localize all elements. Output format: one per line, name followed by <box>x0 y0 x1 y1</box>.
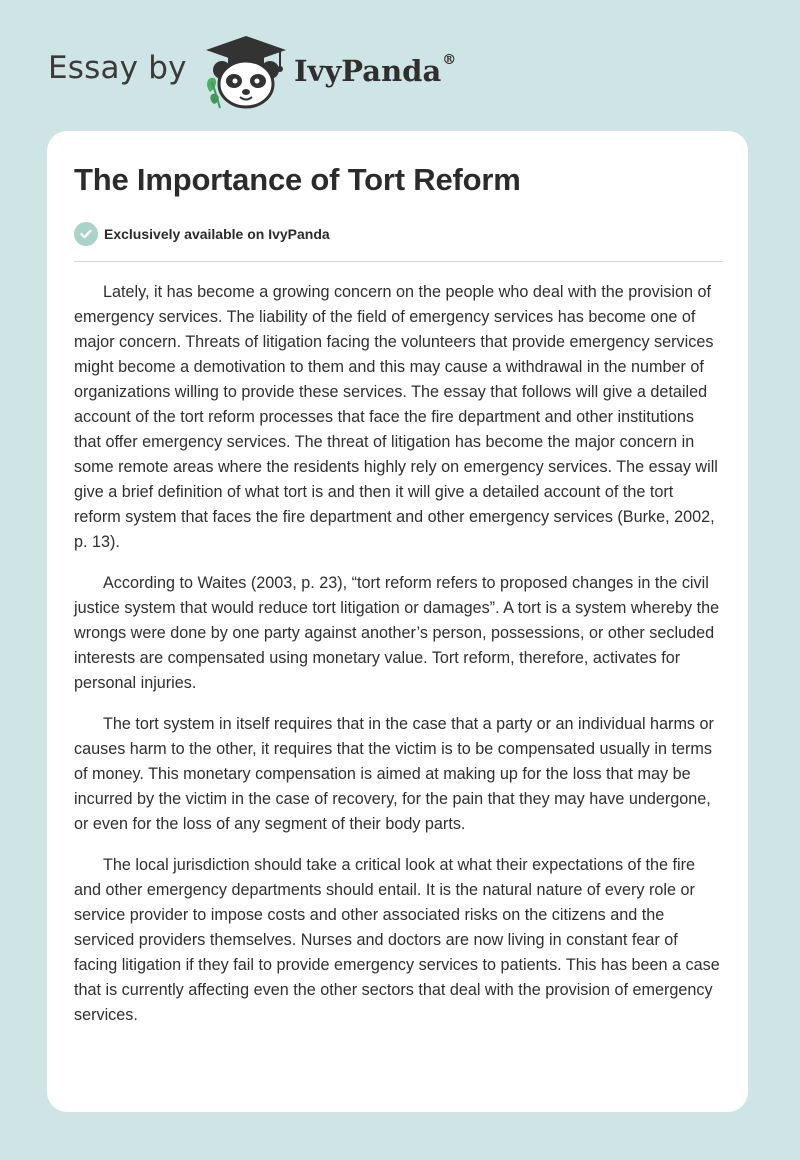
exclusive-badge <box>74 221 330 247</box>
paragraph: According to Waites (2003, p. 23), “tort reform refers to proposed changes in the civil justice system that would reduce tort litigation or damages”. A tort is a system whereby the wrongs were done by one party against another’s person, possessions, or other secluded interests are compensated using monetary value. Tort reform, therefore, activates for personal injuries. <box>74 574 720 692</box>
badge-text: Exclusively available on IvyPanda <box>104 226 330 242</box>
divider <box>74 261 723 262</box>
panda-logo-icon[interactable] <box>200 34 292 110</box>
paragraph: The local jurisdiction should take a critical look at what their expectations of the fire and other emergency departments should entail. It is the natural nature of every role or service provider to impose costs and other associated risks on the citizens and the serviced providers themselves. Nurses and doctors are now living in constant fear of facing litigation if they fail to provide emergency services to patients. This has been a case that is currently affecting even the other sectors that deal with the provision of emergency services. <box>74 856 720 1024</box>
registered-mark: ® <box>442 52 457 68</box>
brand-name[interactable] <box>294 54 456 88</box>
page-title: The Importance of Tort Reform <box>74 162 521 197</box>
essay-card <box>47 131 748 1112</box>
check-icon <box>74 222 98 246</box>
brand-name-text: IvyPanda <box>294 54 442 88</box>
essay-body <box>74 280 724 1044</box>
paragraph: The tort system in itself requires that in the case that a party or an individual harms or causes harm to the other, it requires that the victim is to be compensated usually in terms of money. This monetary compensation is aimed at making up for the loss that may be incurred by the victim in the case of recovery, for the pain that they may have undergone, or even for the loss of any segment of their body parts. <box>74 715 714 833</box>
site-header <box>48 30 548 110</box>
essay-by-label: Essay by <box>48 50 187 86</box>
paragraph: Lately, it has become a growing concern on the people who deal with the provision of emergency services. The liability of the field of emergency services has become one of major concern. Threats of litigation facing the volunteers that provide emergency services might become a demotivation to them and this may cause a withdrawal in the number of organizations willing to provide these services. The essay that follows will give a detailed account of the tort reform processes that face the fire department and other institutions that offer emergency services. The threat of litigation has become the major concern in some remote areas where the residents highly rely on emergency services. The essay will give a brief definition of what tort is and then it will give a detailed account of the tort reform system that faces the fire department and other emergency services (Burke, 2002, p. 13). <box>74 283 718 551</box>
